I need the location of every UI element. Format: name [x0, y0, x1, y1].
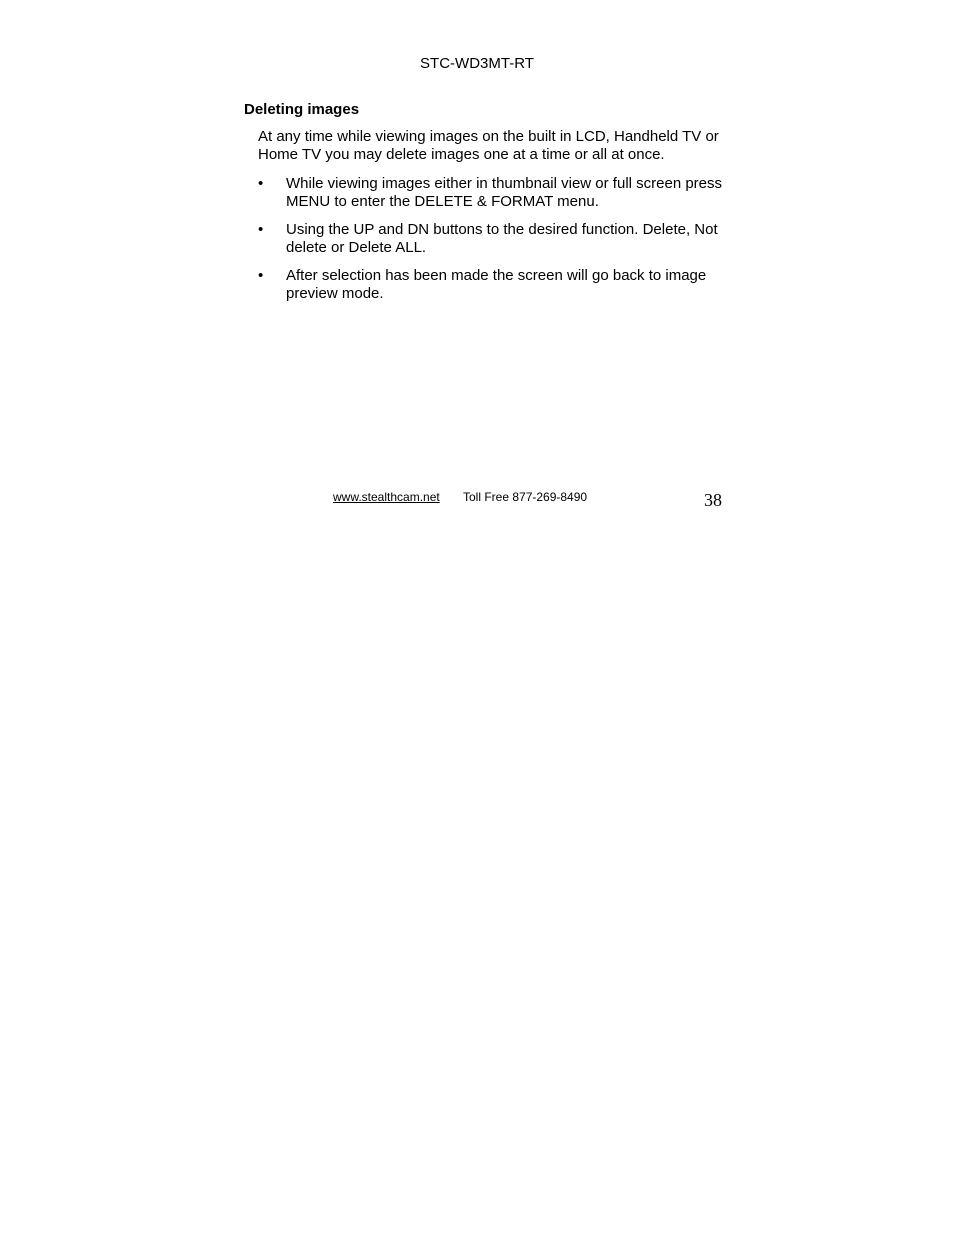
list-item [258, 175, 728, 211]
bullet-icon: • [258, 175, 264, 192]
section-heading: Deleting images [244, 101, 360, 118]
document-header-model: STC-WD3MT-RT [420, 55, 534, 72]
list-item [258, 267, 728, 303]
page-number: 38 [704, 490, 722, 510]
instruction-list [258, 175, 728, 313]
list-item [258, 221, 728, 257]
website-link[interactable]: www.stealthcam.net [333, 490, 440, 504]
bullet-icon: • [258, 221, 264, 238]
list-item-text: Using the UP and DN buttons to the desired function. Delete, Not delete or Delete ALL. [286, 221, 718, 256]
list-item-text: While viewing images either in thumbnail view or full screen press MENU to enter the DELETE & FORMAT menu. [286, 175, 723, 210]
intro-paragraph: At any time while viewing images on the built in LCD, Handheld TV or Home TV you may delete images one at a time or all at once. [258, 128, 719, 163]
bullet-icon: • [258, 267, 264, 284]
toll-free-phone: Toll Free 877-269-8490 [463, 490, 588, 504]
list-item-text: After selection has been made the screen will go back to image preview mode. [286, 267, 707, 302]
